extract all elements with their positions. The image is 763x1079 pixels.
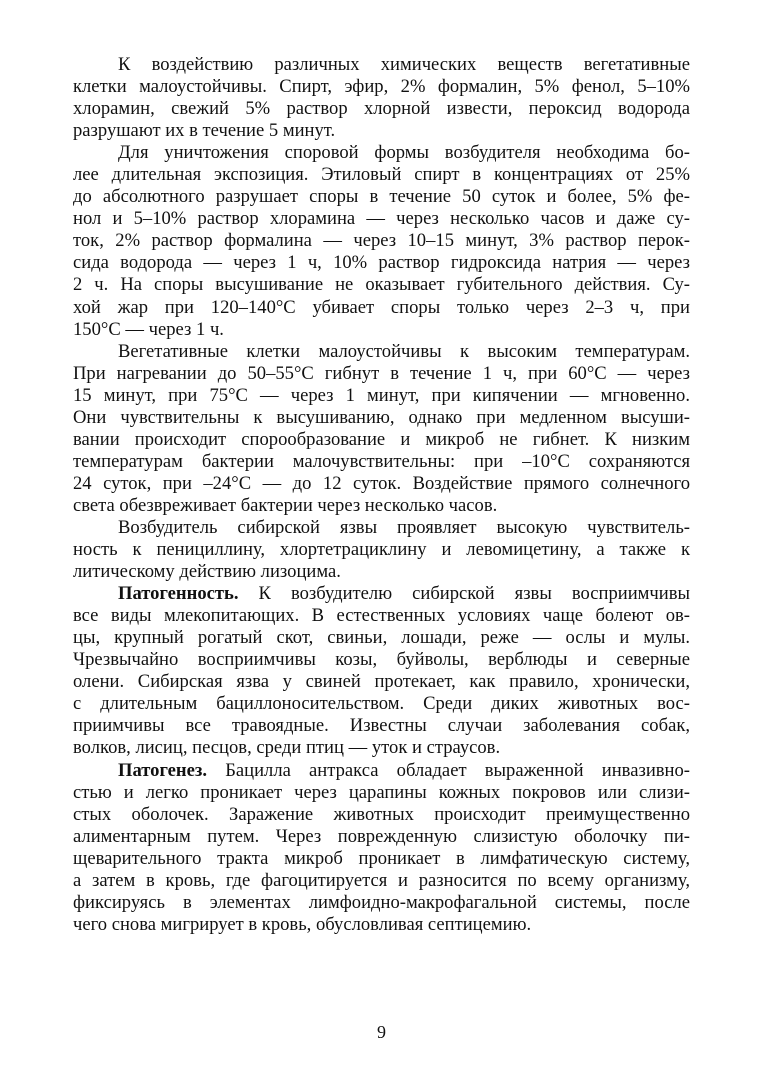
text-line: вании происходит спорообразование и микроб не гибнет. К низким (73, 428, 690, 450)
text-line (73, 760, 690, 782)
text-line: Они чувствительны к высушиванию, однако при медленном высуши- (73, 406, 690, 428)
text-line: олени. Сибирская язва у свиней протекает, как правило, хронически, (73, 671, 690, 693)
text-line: а затем в кровь, где фагоцитируется и разносится по всему организму, (73, 869, 690, 891)
text-line: цы, крупный рогатый скот, свиньи, лошади, реже — ослы и мулы. (73, 627, 690, 649)
text-line: литическому действию лизоцима. (73, 561, 341, 583)
text-line: Возбудитель сибирской язвы проявляет высокую чувствитель- (118, 516, 690, 538)
section-heading: Патогенность. (118, 583, 239, 605)
text-line: щеварительного тракта микроб проникает в лимфатическую систему, (73, 847, 690, 869)
text-line: стых оболочек. Заражение животных происходит преимущественно (73, 803, 690, 825)
paragraph (73, 760, 690, 936)
text-line: волков, лисиц, песцов, среди птиц — уток и страусов. (73, 737, 501, 759)
text-line: света обезвреживает бактерии через несколько часов. (73, 494, 498, 516)
text-line: хой жар при 120–140°С убивает споры только через 2–3 ч, при (73, 296, 690, 318)
text-line: Для уничтожения споровой формы возбудителя необходима бо- (118, 142, 690, 164)
text-line: чего снова мигрирует в кровь, обусловливая септицемию. (73, 913, 532, 935)
text-line: нол и 5–10% раствор хлорамина — через несколько часов и даже су- (73, 208, 690, 230)
text-line-content: К возбудителю сибирской язвы восприимчивы (238, 583, 690, 605)
text-line: температурам бактерии малочувствительны: при –10°С сохраняются (73, 450, 690, 472)
paragraph (73, 341, 690, 517)
paragraph (73, 142, 690, 340)
text-line: ность к пенициллину, хлортетрациклину и левомицетину, а также к (73, 539, 690, 561)
text-line: При нагревании до 50–55°С гибнут в течение 1 ч, при 60°С — через (73, 362, 690, 384)
text-line: лее длительная экспозиция. Этиловый спирт в концентрациях от 25% (73, 164, 690, 186)
text-line: 24 суток, при –24°С — до 12 суток. Воздействие прямого солнечного (73, 472, 690, 494)
text-line: К воздействию различных химических веществ вегетативные (118, 54, 690, 75)
text-line-content: Бацилла антракса обладает выраженной инвазивно- (207, 759, 690, 781)
page-number: 9 (377, 1022, 386, 1042)
paragraph (73, 583, 690, 759)
text-line: алиментарным путем. Через поврежденную слизистую оболочку пи- (73, 825, 690, 847)
text-line: хлорамин, свежий 5% раствор хлорной извести, пероксид водорода (73, 98, 690, 120)
text-line: ток, 2% раствор формалина — через 10–15 минут, 3% раствор перок- (73, 230, 690, 252)
text-line: стью и легко проникает через царапины кожных покровов или слизи- (73, 781, 690, 803)
body-text (73, 54, 690, 936)
text-line: 15 минут, при 75°С — через 1 минут, при кипячении — мгновенно. (73, 384, 690, 406)
paragraph (73, 54, 690, 142)
text-line: разрушают их в течение 5 минут. (73, 120, 336, 142)
text-line: Вегетативные клетки малоустойчивы к высоким температурам. (118, 340, 690, 362)
text-line: 150°С — через 1 ч. (73, 318, 224, 340)
text-line: до абсолютного разрушает споры в течение 50 суток и более, 5% фе- (73, 186, 690, 208)
text-line: клетки малоустойчивы. Спирт, эфир, 2% формалин, 5% фенол, 5–10% (73, 76, 690, 98)
text-line: все виды млекопитающих. В естественных условиях чаще болеют ов- (73, 605, 690, 627)
text-line: 2 ч. На споры высушивание не оказывает губительного действия. Су- (73, 274, 690, 296)
text-line: Чрезвычайно восприимчивы козы, буйволы, верблюды и северные (73, 649, 690, 671)
section-heading: Патогенез. (118, 759, 208, 781)
text-line (73, 583, 690, 605)
text-line: приимчивы все травоядные. Известны случаи заболевания собак, (73, 715, 690, 737)
text-line: сида водорода — через 1 ч, 10% раствор гидроксида натрия — через (73, 252, 690, 274)
text-line: с длительным бациллоносительством. Среди диких животных вос- (73, 693, 690, 715)
text-line: фиксируясь в элементах лимфоидно-макрофагальной системы, после (73, 891, 690, 913)
paragraph (73, 517, 690, 583)
